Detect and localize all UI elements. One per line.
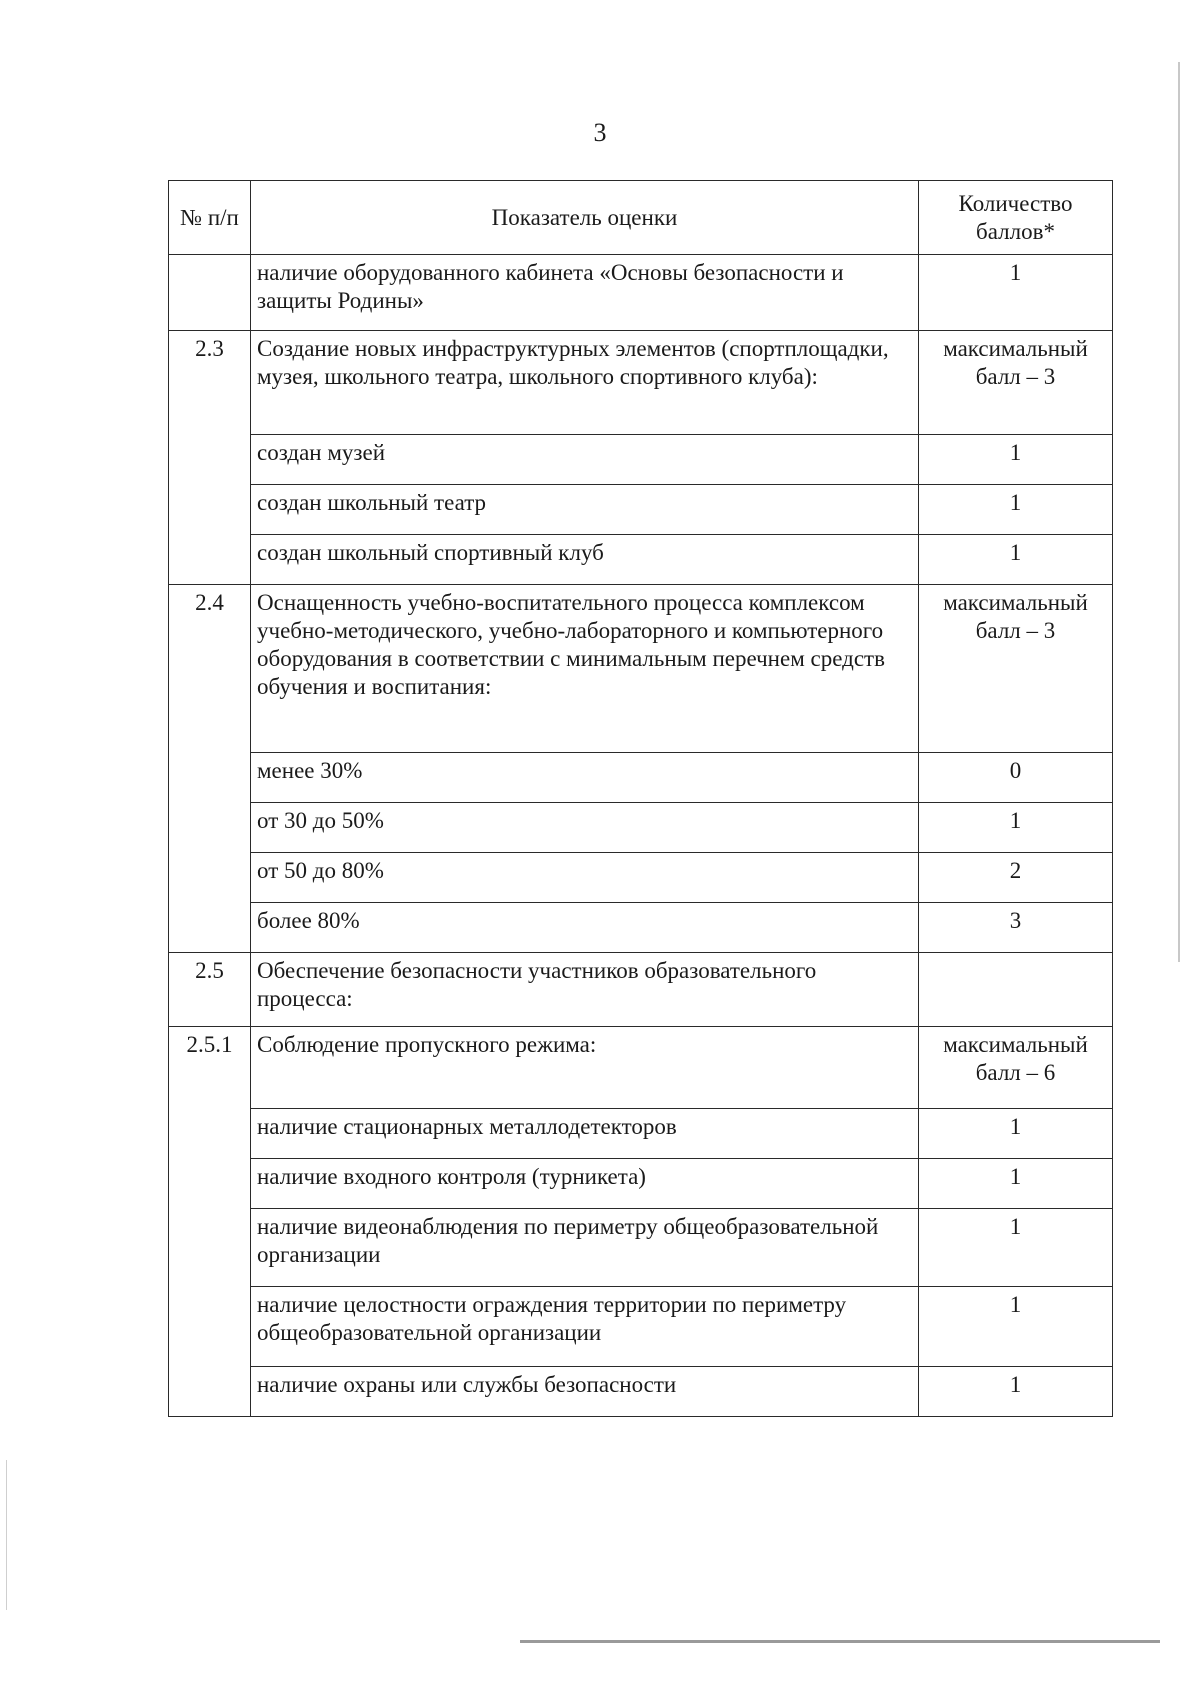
table-row <box>169 585 1113 753</box>
table-row <box>169 1367 1113 1417</box>
table-row <box>169 1109 1113 1159</box>
row-indicator: наличие стационарных металлодетекторов <box>251 1109 919 1159</box>
row-num: 2.5 <box>169 953 251 1027</box>
row-indicator: создан музей <box>251 435 919 485</box>
row-num: 2.5.1 <box>169 1027 251 1417</box>
row-score: максимальный балл – 6 <box>919 1027 1113 1109</box>
table-row <box>169 1027 1113 1109</box>
row-score: 1 <box>919 435 1113 485</box>
row-indicator: более 80% <box>251 903 919 953</box>
row-indicator: Создание новых инфраструктурных элементов (спортплощадки, музея, школьного театра, школьного спортивного клуба): <box>251 331 919 435</box>
table-row <box>169 753 1113 803</box>
scan-edge-right <box>1178 62 1180 962</box>
table-row <box>169 1287 1113 1367</box>
row-score <box>919 953 1113 1027</box>
evaluation-table <box>168 180 1113 1417</box>
row-score: 1 <box>919 535 1113 585</box>
table-row <box>169 535 1113 585</box>
row-indicator: создан школьный театр <box>251 485 919 535</box>
table-row <box>169 331 1113 435</box>
page-number: 3 <box>593 118 607 147</box>
header-indicator: Показатель оценки <box>251 181 919 255</box>
row-score: 1 <box>919 1209 1113 1287</box>
header-score: Количество баллов* <box>919 181 1113 255</box>
row-score: максимальный балл – 3 <box>919 331 1113 435</box>
row-score: 1 <box>919 803 1113 853</box>
row-indicator: Соблюдение пропускного режима: <box>251 1027 919 1109</box>
row-num <box>169 255 251 331</box>
row-indicator: наличие входного контроля (турникета) <box>251 1159 919 1209</box>
row-score: максимальный балл – 3 <box>919 585 1113 753</box>
row-indicator: от 50 до 80% <box>251 853 919 903</box>
row-score: 3 <box>919 903 1113 953</box>
row-indicator: создан школьный спортивный клуб <box>251 535 919 585</box>
table-row <box>169 803 1113 853</box>
table-row <box>169 853 1113 903</box>
table-row <box>169 485 1113 535</box>
row-score: 1 <box>919 1287 1113 1367</box>
row-indicator: менее 30% <box>251 753 919 803</box>
row-num: 2.3 <box>169 331 251 585</box>
row-indicator: от 30 до 50% <box>251 803 919 853</box>
table-row <box>169 903 1113 953</box>
row-indicator: Оснащенность учебно-воспитательного процесса комплексом учебно-методического, учебно-лабораторного и компьютерного оборудования в соответствии с минимальным перечнем средств обучения и воспитания: <box>251 585 919 753</box>
table-row <box>169 1209 1113 1287</box>
row-indicator: Обеспечение безопасности участников образовательного процесса: <box>251 953 919 1027</box>
row-score: 1 <box>919 1159 1113 1209</box>
row-score: 1 <box>919 1367 1113 1417</box>
row-score: 2 <box>919 853 1113 903</box>
row-indicator: наличие видеонаблюдения по периметру общеобразовательной организации <box>251 1209 919 1287</box>
row-score: 1 <box>919 1109 1113 1159</box>
table-row <box>169 1159 1113 1209</box>
row-score: 0 <box>919 753 1113 803</box>
scan-edge-left <box>6 1460 7 1610</box>
row-score: 1 <box>919 255 1113 331</box>
row-score: 1 <box>919 485 1113 535</box>
row-indicator: наличие целостности ограждения территории по периметру общеобразовательной организации <box>251 1287 919 1367</box>
row-indicator: наличие охраны или службы безопасности <box>251 1367 919 1417</box>
row-indicator: наличие оборудованного кабинета «Основы безопасности и защиты Родины» <box>251 255 919 331</box>
scan-edge-bottom <box>520 1640 1160 1643</box>
table-row <box>169 953 1113 1027</box>
table-header-row <box>169 181 1113 255</box>
table-row <box>169 435 1113 485</box>
header-num: № п/п <box>169 181 251 255</box>
table-row <box>169 255 1113 331</box>
row-num: 2.4 <box>169 585 251 953</box>
